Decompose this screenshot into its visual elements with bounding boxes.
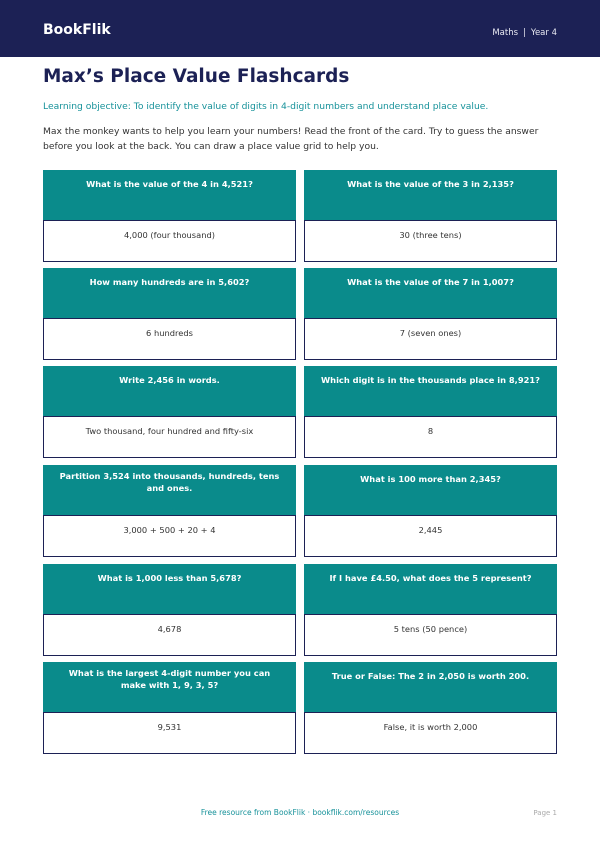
flashcard[interactable] [43, 366, 296, 458]
header-meta [492, 28, 557, 38]
card-answer: 30 (three tens) [304, 220, 557, 262]
card-question: What is the value of the 3 in 2,135? [304, 170, 557, 220]
flashcard[interactable] [304, 662, 557, 754]
meta-separator: | [523, 28, 526, 38]
card-question: What is the value of the 4 in 4,521? [43, 170, 296, 220]
card-answer: 5 tens (50 pence) [304, 614, 557, 656]
flashcard[interactable] [304, 366, 557, 458]
card-question: Which digit is in the thousands place in 8,921? [304, 366, 557, 416]
card-question: True or False: The 2 in 2,050 is worth 200. [304, 662, 557, 712]
card-answer: Two thousand, four hundred and fifty-six [43, 416, 296, 458]
card-answer: 2,445 [304, 515, 557, 557]
header-bar [0, 0, 600, 57]
card-question: Partition 3,524 into thousands, hundreds, tens and ones. [43, 465, 296, 515]
footer-credit[interactable]: Free resource from BookFlik · bookflik.com/resources [200, 808, 400, 817]
flashcard[interactable] [43, 268, 296, 360]
page-title: Max’s Place Value Flashcards [43, 66, 350, 87]
intro-text: Max the monkey wants to help you learn your numbers! Read the front of the card. Try to guess the answer before you look at the back. You can draw a place value grid to help you. [43, 126, 539, 152]
year-label: Year 4 [530, 28, 557, 38]
card-answer: 4,678 [43, 614, 296, 656]
card-question: What is the value of the 7 in 1,007? [304, 268, 557, 318]
card-answer: 3,000 + 500 + 20 + 4 [43, 515, 296, 557]
flashcard[interactable] [304, 268, 557, 360]
flashcard[interactable] [43, 564, 296, 656]
card-question: What is 1,000 less than 5,678? [43, 564, 296, 614]
card-question: How many hundreds are in 5,602? [43, 268, 296, 318]
flashcard[interactable] [304, 465, 557, 557]
card-answer: 6 hundreds [43, 318, 296, 360]
flashcard[interactable] [304, 564, 557, 656]
flashcard[interactable] [304, 170, 557, 262]
card-answer: 8 [304, 416, 557, 458]
card-answer: 9,531 [43, 712, 296, 754]
card-question: Write 2,456 in words. [43, 366, 296, 416]
card-answer: False, it is worth 2,000 [304, 712, 557, 754]
learning-objective: Learning objective: To identify the value of digits in 4-digit numbers and understand place value. [43, 101, 489, 112]
flashcard[interactable] [43, 662, 296, 754]
brand-logo[interactable]: BookFlik [43, 22, 111, 38]
flashcard[interactable] [43, 465, 296, 557]
card-answer: 4,000 (four thousand) [43, 220, 296, 262]
flashcard[interactable] [43, 170, 296, 262]
subject-label: Maths [492, 28, 519, 38]
card-answer: 7 (seven ones) [304, 318, 557, 360]
page-number: Page 1 [533, 809, 557, 817]
card-question: If I have £4.50, what does the 5 represent? [304, 564, 557, 614]
card-question: What is 100 more than 2,345? [304, 465, 557, 515]
card-question: What is the largest 4-digit number you can make with 1, 9, 3, 5? [43, 662, 296, 712]
